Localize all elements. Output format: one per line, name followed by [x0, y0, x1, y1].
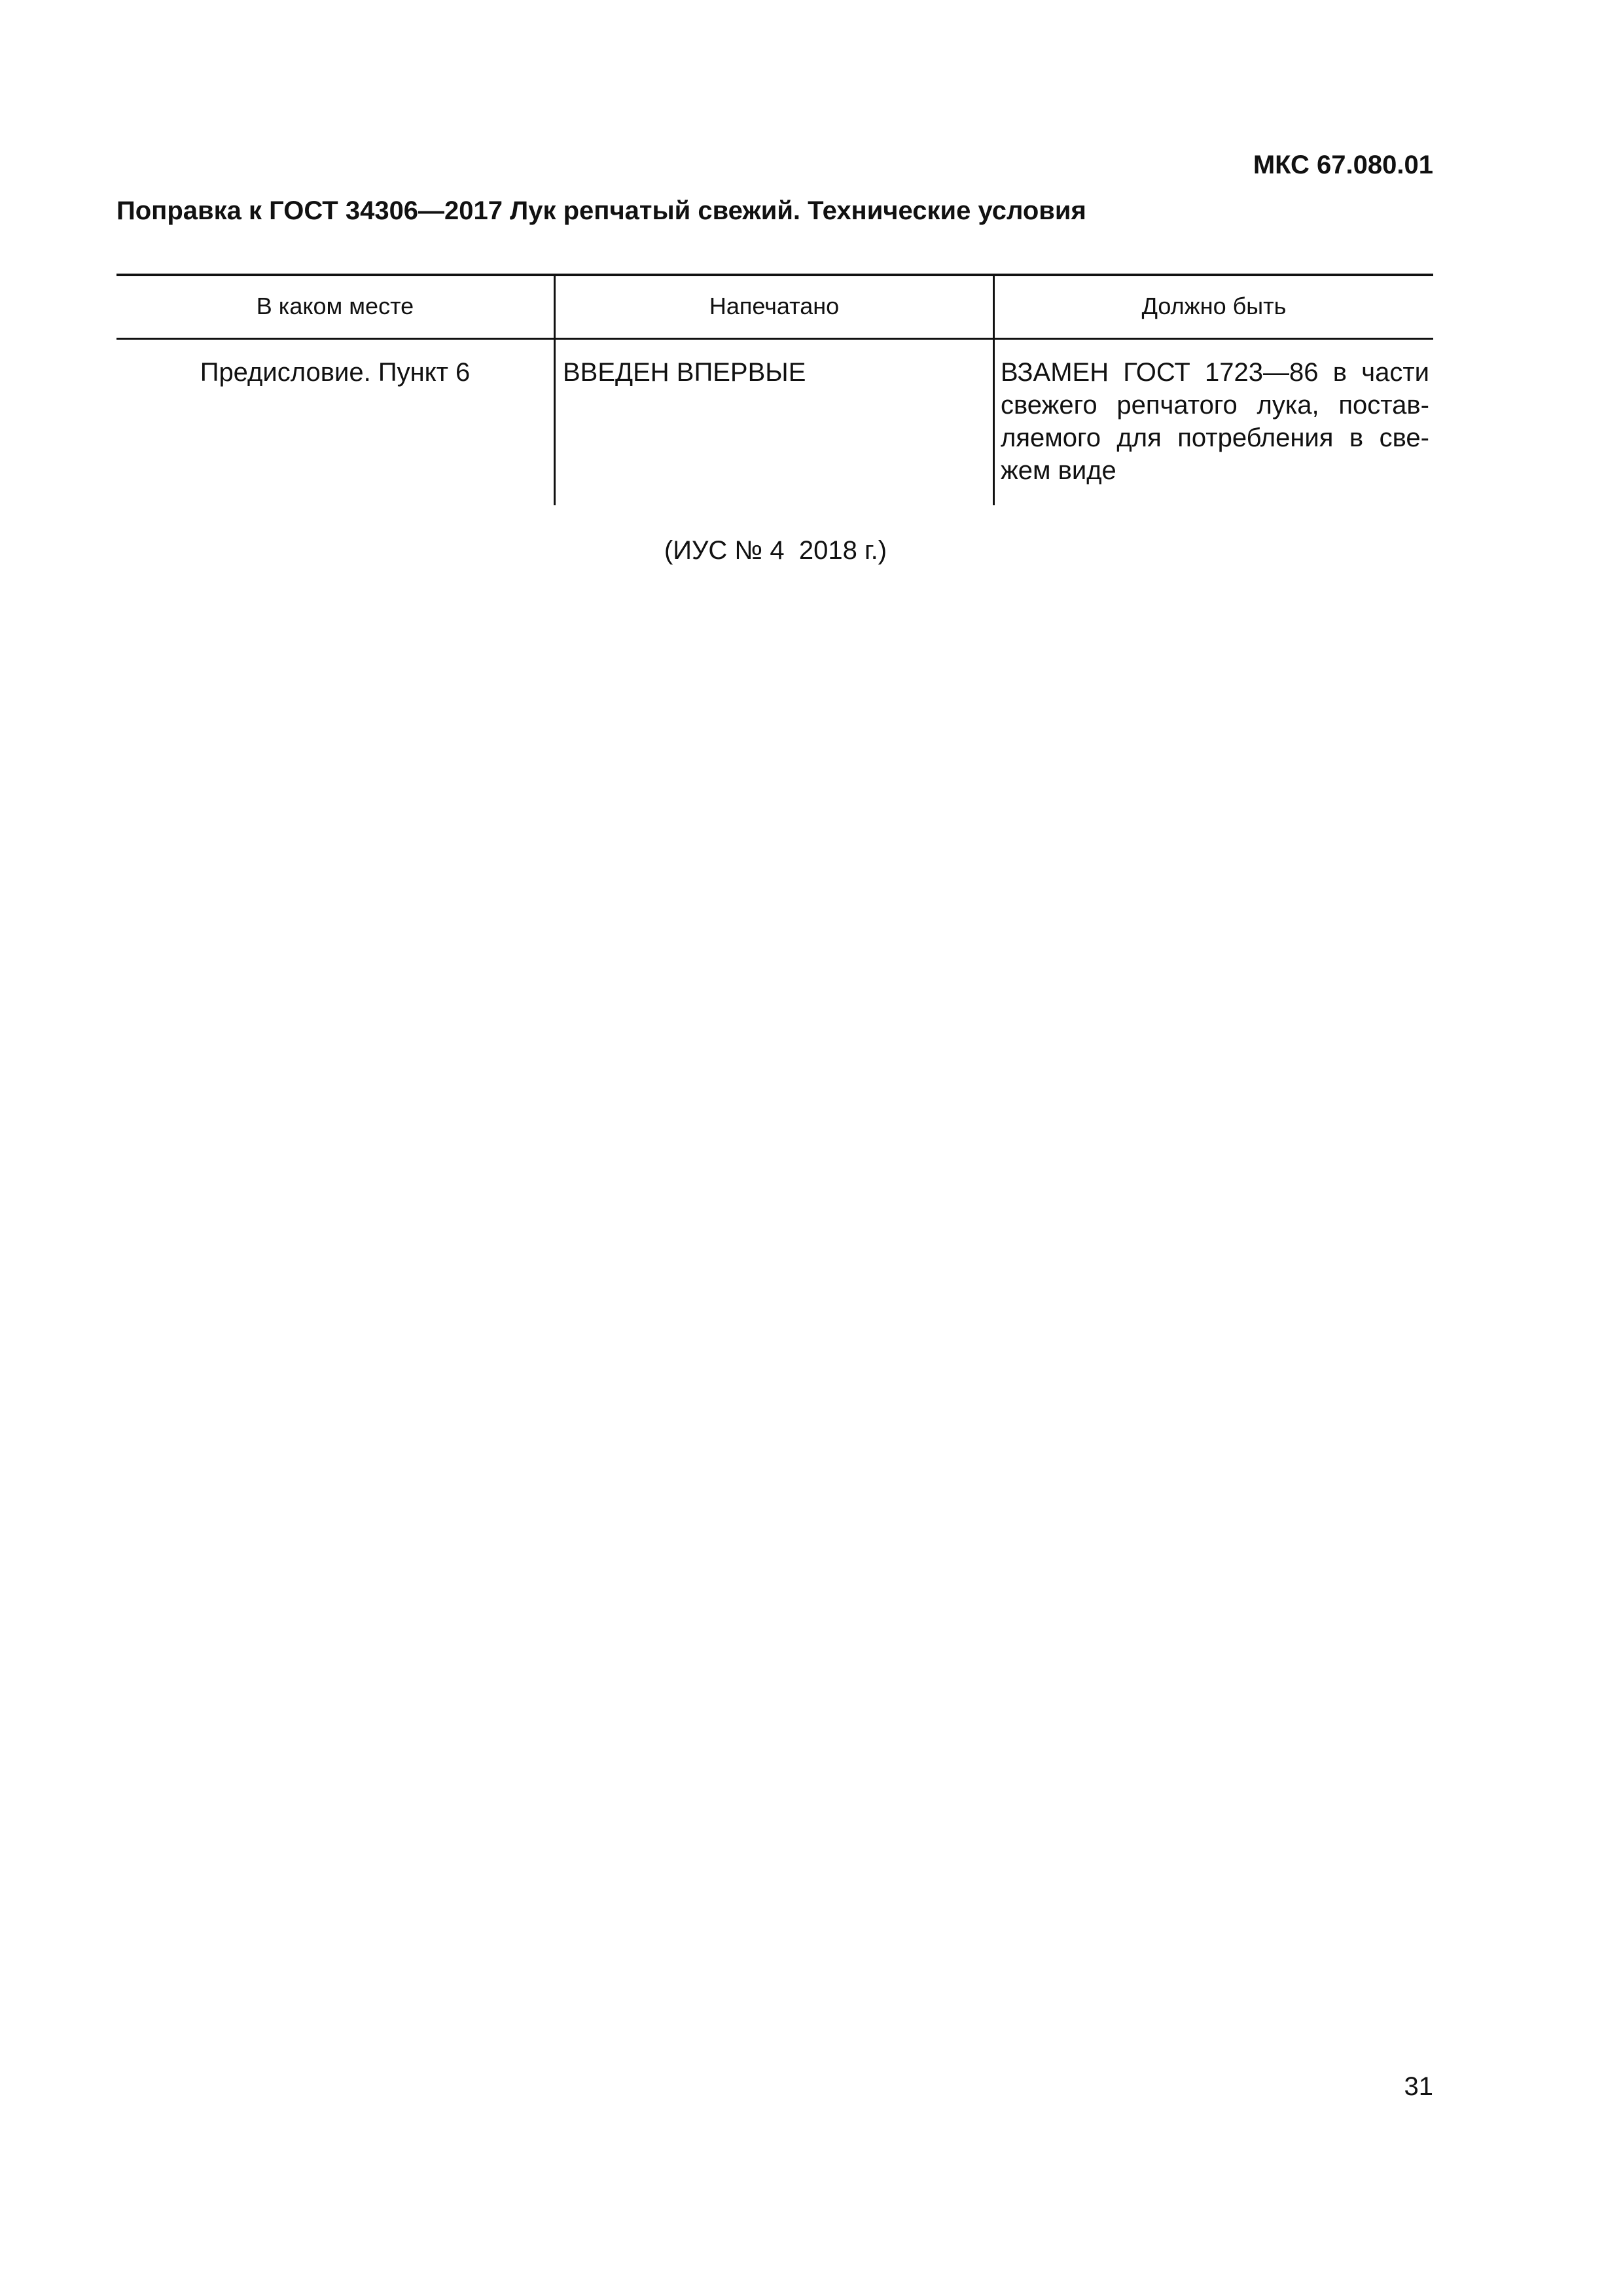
column-header-should-be: Должно быть — [1141, 293, 1287, 319]
table-top-rule — [116, 274, 1433, 276]
table-cell-should-be: ВЗАМЕН ГОСТ 1723—86 в части свежего репчатого лука, поставляемого для потребления в свежем виде — [1001, 358, 1429, 485]
source-reference: (ИУС № 4 2018 г.) — [664, 536, 887, 565]
column-header-printed: Напечатано — [709, 293, 840, 319]
table-cell-place: Предисловие. Пункт 6 — [200, 358, 471, 387]
table-cell-printed: ВВЕДЕН ВПЕРВЫЕ — [563, 358, 806, 387]
column-header-place: В каком месте — [256, 293, 414, 319]
correction-table — [116, 274, 1433, 505]
table-header-rule — [116, 338, 1433, 340]
document-title: Поправка к ГОСТ 34306—2017 Лук репчатый свежий. Технические условия — [116, 196, 1086, 225]
page-number: 31 — [1404, 2072, 1433, 2101]
mks-code: МКС 67.080.01 — [1253, 151, 1433, 179]
